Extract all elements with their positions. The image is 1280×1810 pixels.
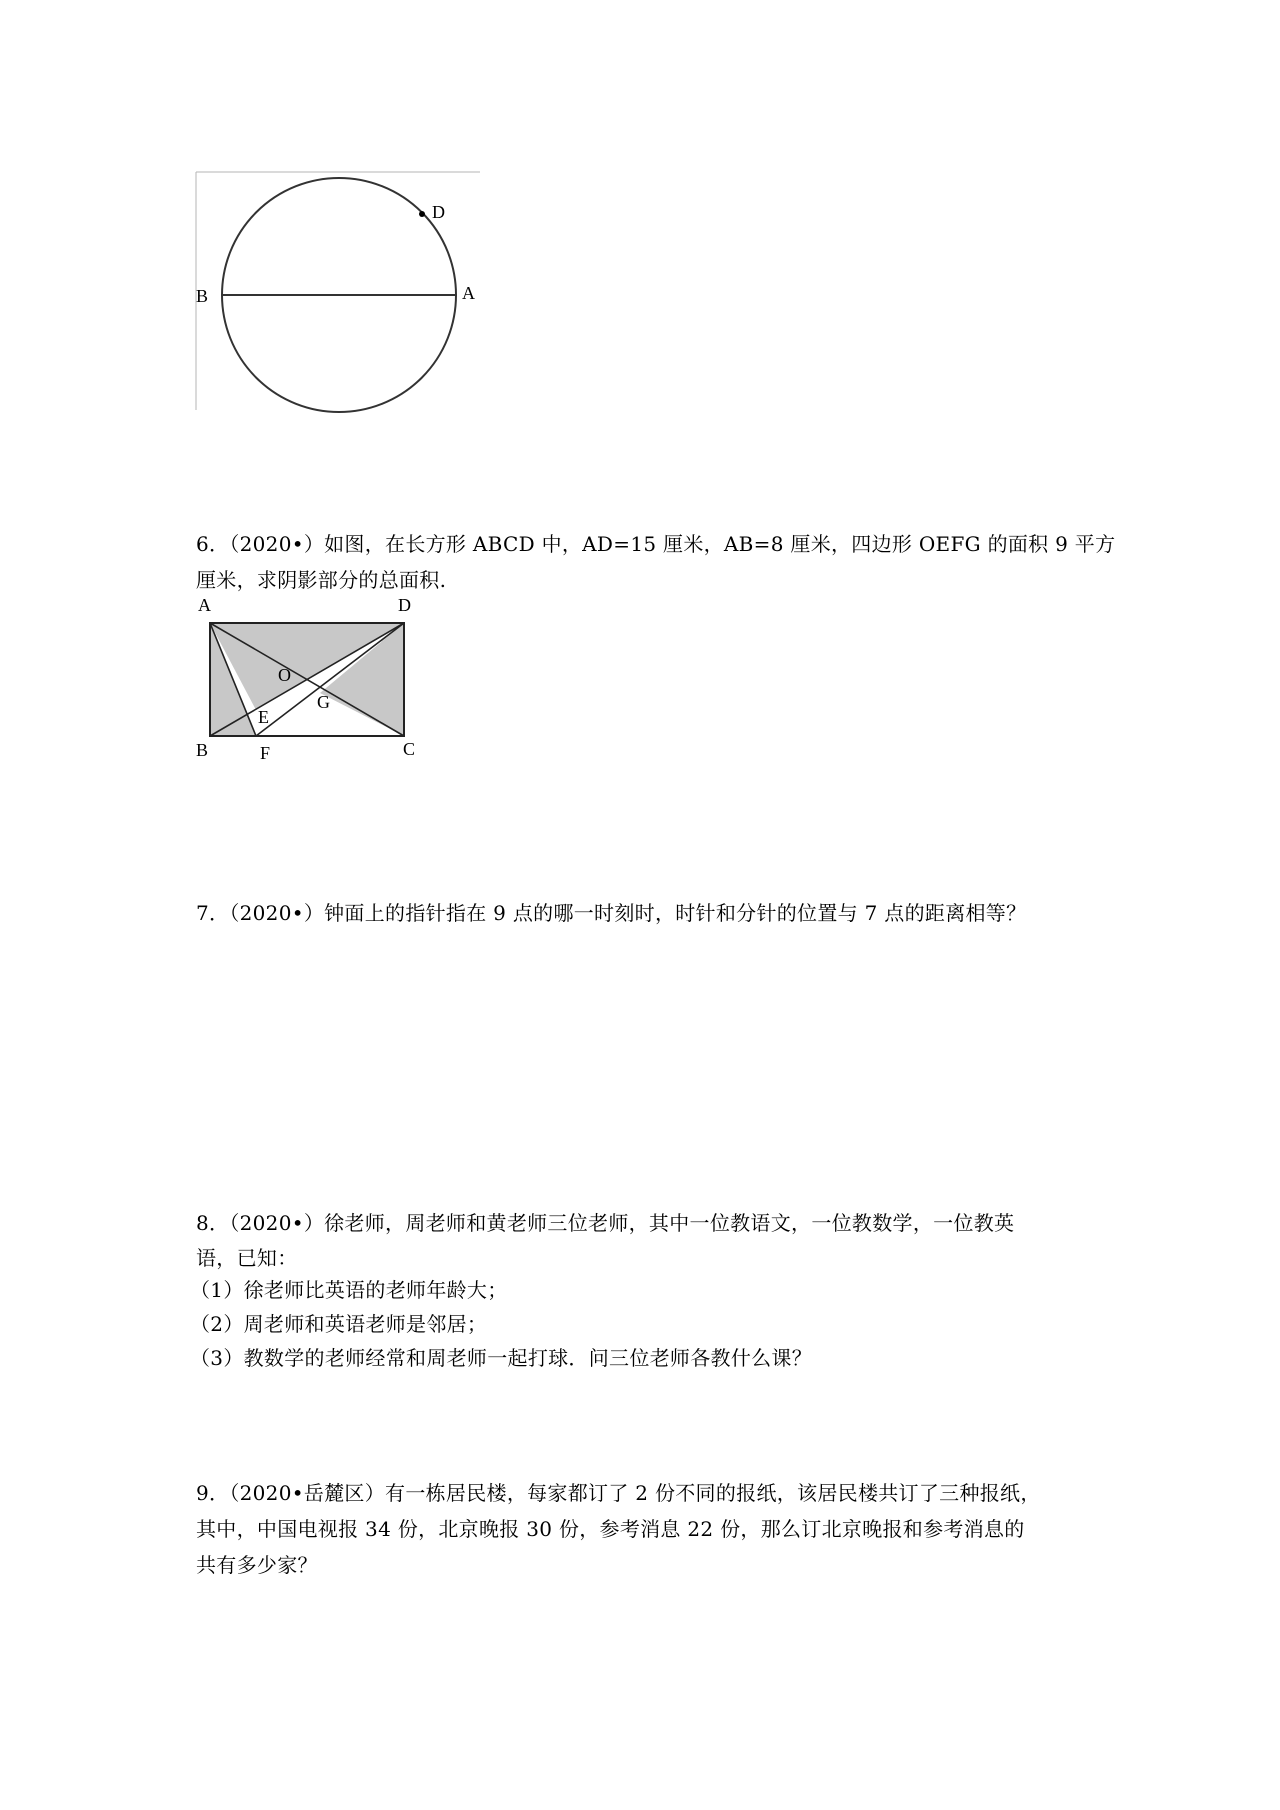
label-b: B	[196, 286, 209, 306]
q8-line1: 8．（2020•）徐老师，周老师和黄老师三位老师，其中一位教语文，一位教数学，一位教英	[196, 1211, 1015, 1235]
point-d	[419, 211, 425, 217]
label-a: A	[198, 595, 211, 615]
q9-line2: 其中，中国电视报 34 份，北京晚报 30 份，参考消息 22 份，那么订北京晚报和参考消息的	[196, 1517, 1025, 1541]
rectangle-figure	[190, 593, 440, 763]
label-c: C	[403, 739, 416, 759]
label-o: O	[278, 665, 291, 685]
label-g: G	[317, 692, 330, 712]
label-a: A	[462, 283, 475, 303]
q8-item3: （3）教数学的老师经常和周老师一起打球．问三位老师各教什么课？	[190, 1346, 813, 1370]
label-e: E	[258, 707, 269, 727]
label-f: F	[260, 743, 271, 763]
q8-item2: （2）周老师和英语老师是邻居；	[190, 1312, 488, 1336]
q6-line1: 6．（2020•）如图，在长方形 ABCD 中，AD=15 厘米，AB=8 厘米，四边形 OEFG 的面积 9 平方	[196, 532, 1116, 556]
q9-line3: 共有多少家？	[196, 1553, 318, 1577]
circle-figure	[190, 168, 490, 418]
label-d: D	[398, 595, 411, 615]
label-d: D	[432, 202, 445, 222]
q8-line2: 语，已知：	[196, 1246, 298, 1270]
q7-line1: 7．（2020•）钟面上的指针指在 9 点的哪一时刻时，时针和分针的位置与 7 点的距离相等？	[196, 901, 1027, 925]
label-b: B	[196, 740, 209, 760]
q9-line1: 9．（2020•岳麓区）有一栋居民楼，每家都订了 2 份不同的报纸，该居民楼共订了三种报纸，	[196, 1481, 1041, 1505]
q6-line2: 厘米，求阴影部分的总面积.	[196, 568, 447, 592]
q8-item1: （1）徐老师比英语的老师年龄大；	[190, 1278, 508, 1302]
